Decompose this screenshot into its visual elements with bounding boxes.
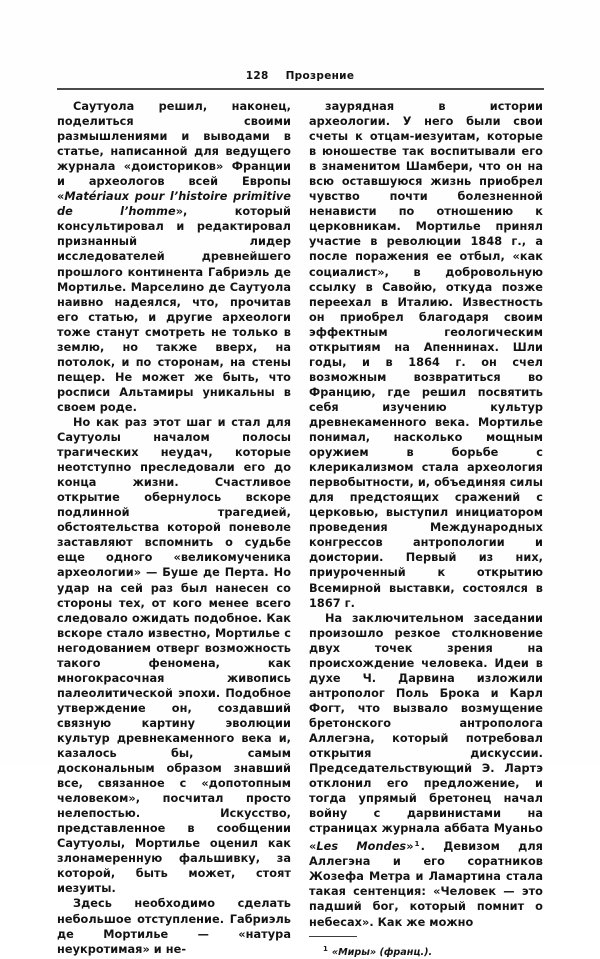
left-column-paragraphs [57, 99, 291, 957]
paragraph: На заключительном заседании произошло резкое столкновение двух точек зрения на происхождение человека. Идеи в духе Ч. Дарвина изложили антрополог Поль Брока и Карл Фогт, что вызвало возмущение бретонского антрополога Аллегэна, который потребовал открытия дискуссии. Председательствующий Э. Лартэ отклонил его предложение, и тогда упрямый бретонец начал войну с дарвинистами на страницах журнала аббата Муаньо «Les Mondes»$^1$. Девизом для Аллегэна и его соратников Жозефа Метра и Ламартина стала такая сентенция: «Человек — это падший бог, который помнит о небесах». Как же можно [309, 611, 543, 929]
paragraph: Но как раз этот шаг и стал для Саутуолы началом полосы трагических неудач, которые неотступно преследовали его до конца жизни. Счастливое открытие обернулось вскоре подлинной трагедией, обстоятельства которой поневоле заставляют вспомнить о судьбе еще одного «великомученика археологии» — Буше де Перта. Но удар на сей раз был нанесен со стороны тех, от кого менее всего следовало ожидать подобное. Как вскоре стало известно, Мортилье с негодованием отверг возможность такого феномена, как многокрасочная живопись палеолитической эпохи. Подобное утверждение он, создавший связную картину эволюции культур древнекаменного века и, казалось бы, самым доскональным образом знавший все, связанное с «допотопным человеком», посчитал просто нелепостью. Искусство, представленное в сообщении Саутуолы, Мортилье оценил как злонамеренную фальшивку, за которой, быть может, стоят иезуиты. [57, 415, 291, 896]
running-head [57, 70, 543, 90]
right-column-paragraphs [309, 99, 543, 930]
footnote-area [309, 930, 543, 959]
chapter-title: Прозрение [285, 70, 355, 82]
paragraph: заурядная в истории археологии. У него были свои счеты к отцам-иезуитам, которые в юношестве так воспитывали его в знаменитом Шамбери, что он на всю оставшуюся жизнь приобрел чувство почти болезненной ненависти по отношению к церковникам. Мортилье принял участие в революции 1848 г., а после поражения ее отбыл, «как социалист», в добровольную ссылку в Савойю, откуда позже переехал в Италию. Известность он приобрел благодаря своим эффектным геологическим открытиям на Апеннинах. Шли годы, и в 1864 г. он счел возможным возвратиться во Францию, где решил посвятить себя изучению культур древнекаменного века. Мортилье понимал, насколько мощным оружием в борьбе с клерикализмом стала археология первобытности, и, объединяя силы для предстоящих сражений с церковью, выступил инициатором проведения Международных конгрессов антропологии и доистории. Первый из них, приуроченный к открытию Всемирной выставки, состоялся в 1867 г. [309, 100, 543, 610]
footnote-reference: 1 [414, 839, 420, 849]
italic-title: Matériaux pour l’histoire primitive de l’homme [57, 190, 291, 219]
paragraph: Здесь необходимо сделать небольшое отступление. Габриэль де Мортилье — «натура неукротимая» и не- [57, 897, 291, 956]
footnote-text: «Миры» (франц.). [331, 947, 433, 959]
footnote-marker: 1 [323, 945, 328, 954]
text-columns [57, 99, 544, 959]
page-number: 128 [245, 70, 269, 82]
italic-title: Les Mondes [316, 840, 407, 854]
footnote-separator-rule [309, 936, 357, 938]
footnote [309, 943, 543, 959]
paragraph: Саутуола решил, наконец, поделиться своими размышлениями и выводами в статье, написанной для ведущего журнала «доисториков» Франции и археологов всей Европы «Matériaux pour l’histoire primitive de l’homme», который консультировал и редактировал признанный лидер исследователей древнейшего прошлого континента Габриэль де Мортилье. Марселино де Саутуола наивно надеялся, что, прочитав его статью, и другие археологи тоже станут смотреть не только в землю, но также вверх, на потолок, и по сторонам, на стены пещер. Не может же быть, что росписи Альтамиры уникальны в своем роде. [57, 100, 291, 414]
header-rule [57, 88, 544, 90]
column-right [309, 99, 543, 959]
column-left [57, 99, 291, 956]
